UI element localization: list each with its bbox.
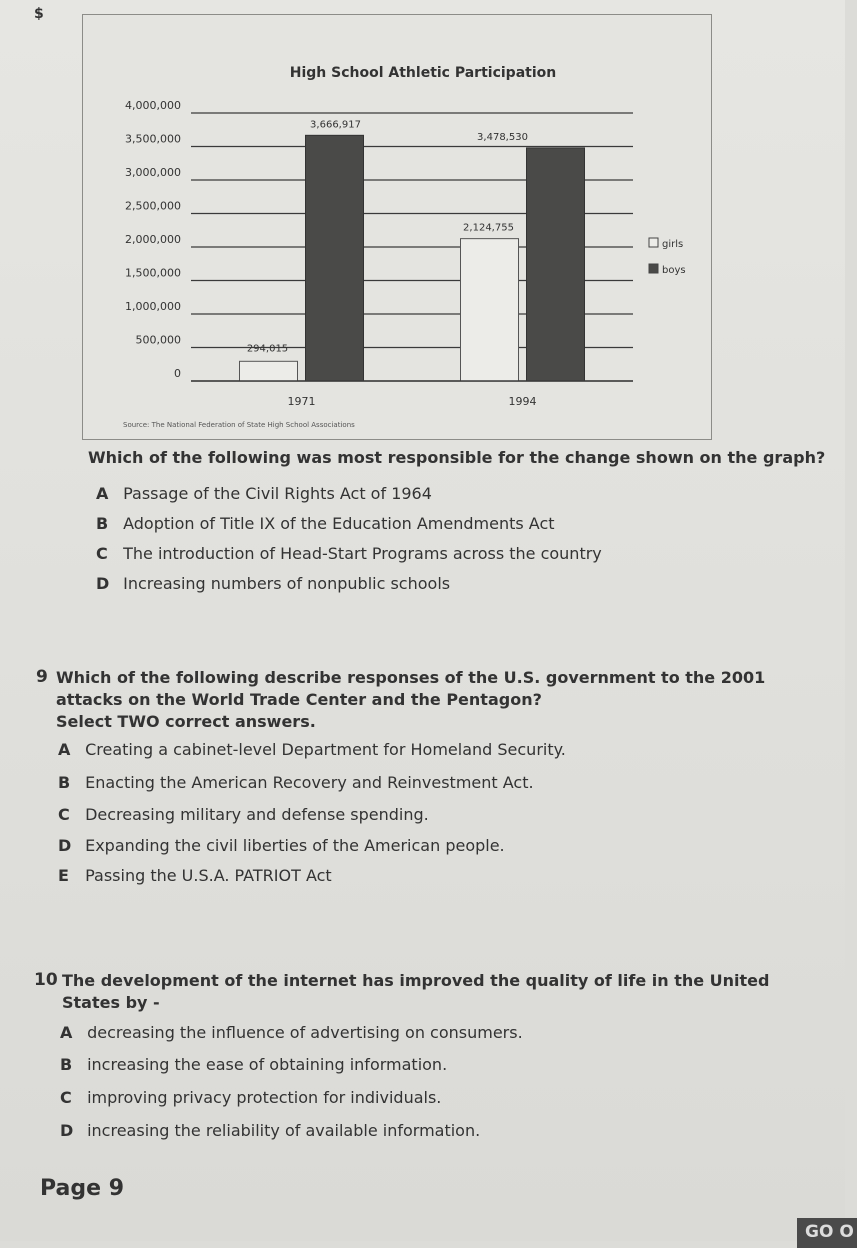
- option-text: Passing the U.S.A. PATRIOT Act: [85, 866, 332, 885]
- y-tick-label: 4,000,000: [125, 99, 181, 112]
- question-9-option-d[interactable]: [58, 836, 505, 855]
- question-9-option-e[interactable]: [58, 866, 332, 885]
- option-letter: B: [60, 1055, 73, 1074]
- go-on-button[interactable]: GO O: [797, 1218, 857, 1248]
- option-letter: A: [96, 484, 109, 503]
- question-9-option-b[interactable]: [58, 773, 534, 792]
- data-label: 3,478,530: [477, 131, 528, 143]
- option-text: Increasing numbers of nonpublic schools: [123, 574, 451, 593]
- option-letter: A: [58, 740, 71, 759]
- question-9-prompt: [56, 667, 765, 733]
- question-10-option-c[interactable]: [60, 1088, 441, 1107]
- option-text: increasing the reliability of available information.: [87, 1121, 481, 1140]
- option-text: Expanding the civil liberties of the American people.: [85, 836, 505, 855]
- chart-source-note: Source: The National Federation of State High School Associations: [123, 421, 355, 429]
- option-letter: C: [96, 544, 108, 563]
- y-tick-label: 2,000,000: [125, 233, 181, 246]
- option-letter: A: [60, 1023, 73, 1042]
- data-label: 294,015: [246, 343, 289, 355]
- x-tick-label: 1994: [508, 395, 537, 408]
- option-text: Decreasing military and defense spending.: [85, 805, 429, 824]
- y-tick-label: 500,000: [135, 333, 181, 347]
- option-text: Creating a cabinet-level Department for Homeland Security.: [85, 740, 566, 759]
- y-tick-label: 2,500,000: [125, 199, 181, 213]
- legend-swatch-girls: [649, 238, 658, 247]
- option-letter: C: [60, 1088, 72, 1107]
- question-10-line-1: The development of the internet has improved the quality of life in the United: [62, 971, 770, 990]
- bar-girls-1971: [240, 361, 298, 381]
- chart-title: High School Athletic Participation: [289, 65, 557, 81]
- option-letter: E: [58, 866, 69, 885]
- page-number: Page 9: [40, 1176, 125, 1201]
- question-8-prompt: Which of the following was most responsible for the change shown on the graph?: [88, 448, 826, 467]
- bar-boys-1971: [306, 135, 364, 381]
- data-label: 3,666,917: [310, 119, 361, 131]
- option-text: Enacting the American Recovery and Reinvestment Act.: [85, 773, 534, 792]
- question-10-option-b[interactable]: [60, 1055, 447, 1074]
- question-9-line-3: Select TWO correct answers.: [56, 712, 316, 731]
- question-10-number: 10: [34, 970, 58, 990]
- y-tick-label: 0: [174, 367, 181, 380]
- option-text: increasing the ease of obtaining information.: [87, 1055, 448, 1074]
- participation-chart: [83, 15, 711, 439]
- bar-boys-1994: [527, 148, 585, 381]
- question-9-line-1: Which of the following describe responses of the U.S. government to the 2001: [56, 668, 766, 687]
- option-letter: C: [58, 805, 70, 824]
- bar-girls-1994: [461, 239, 519, 381]
- legend-label-girls: girls: [662, 239, 684, 250]
- legend-swatch-boys: [649, 264, 658, 273]
- option-text: The introduction of Head-Start Programs across the country: [123, 544, 602, 563]
- option-letter: B: [58, 773, 71, 792]
- option-text: decreasing the influence of advertising on consumers.: [87, 1023, 523, 1042]
- option-text: Passage of the Civil Rights Act of 1964: [123, 484, 432, 503]
- question-8-option-d[interactable]: [96, 574, 450, 593]
- y-tick-label: 3,000,000: [125, 166, 181, 179]
- x-tick-label: 1971: [287, 395, 316, 408]
- option-letter: D: [96, 574, 110, 593]
- question-9-option-c[interactable]: [58, 805, 429, 824]
- question-9-option-a[interactable]: [58, 740, 566, 759]
- question-8-option-a[interactable]: [96, 484, 432, 503]
- question-10-line-2: States by -: [62, 993, 160, 1012]
- question-8-option-b[interactable]: [96, 514, 555, 533]
- question-10-prompt: [62, 970, 769, 1014]
- y-tick-label: 1,500,000: [125, 266, 181, 280]
- option-letter: D: [58, 836, 72, 855]
- option-letter: D: [60, 1121, 74, 1140]
- option-text: Adoption of Title IX of the Education Amendments Act: [123, 514, 555, 533]
- y-tick-label: 1,000,000: [125, 300, 181, 313]
- data-label: 2,124,755: [463, 222, 514, 234]
- chart-frame: [82, 14, 712, 440]
- question-10-option-d[interactable]: [60, 1121, 480, 1140]
- y-tick-label: 3,500,000: [125, 132, 181, 146]
- question-9-line-2: attacks on the World Trade Center and the Pentagon?: [56, 690, 542, 709]
- question-9-number: 9: [36, 667, 48, 687]
- question-10-option-a[interactable]: [60, 1023, 523, 1042]
- option-text: improving privacy protection for individuals.: [87, 1088, 442, 1107]
- option-letter: B: [96, 514, 109, 533]
- question-8-option-c[interactable]: [96, 544, 602, 563]
- legend-label-boys: boys: [662, 265, 686, 276]
- corner-mark: $: [34, 6, 44, 22]
